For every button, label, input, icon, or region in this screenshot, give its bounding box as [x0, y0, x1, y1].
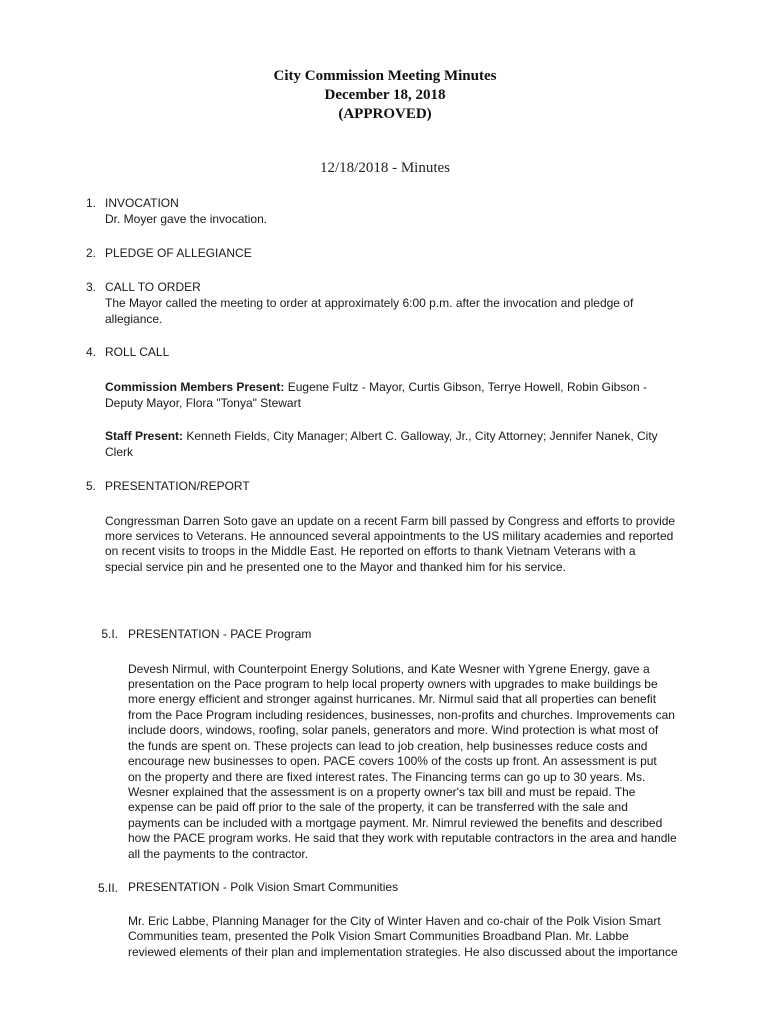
staff-label: Staff Present:	[105, 429, 184, 443]
pace-text: encourage new businesses to open. PACE covers 100% of the costs up front. An assessment is put	[128, 754, 657, 768]
commission-label: Commission Members Present:	[105, 380, 285, 394]
polk-vision-text: Mr. Eric Labbe, Planning Manager for the City of Winter Haven and co-chair of the Polk Vision Smart	[128, 914, 661, 928]
document-title-line1: City Commission Meeting Minutes	[273, 68, 497, 84]
presentation-text: more services to Veterans. He announced several appointments to the US military academies and reported	[105, 529, 674, 543]
item-text: The Mayor called the meeting to order at approximately 6:00 p.m. after the invocation and pledge of	[105, 296, 634, 310]
item-number: 2.	[85, 246, 96, 260]
sub-item-number: 5.II.	[97, 881, 118, 895]
pace-text: Wesner explained that the assessment is on a property owner's tax bill and must be repaid. The	[128, 785, 636, 799]
polk-vision-text: reviewed elements of their plan and implementation strategies. He also discussed about the importance	[128, 945, 678, 959]
item-number: 3.	[85, 280, 96, 294]
item-text: allegiance.	[105, 312, 163, 326]
pace-text: Devesh Nirmul, with Counterpoint Energy Solutions, and Kate Wesner with Ygrene Energy, gave a	[128, 662, 650, 676]
polk-vision-text: Communities team, presented the Polk Vision Smart Communities Broadband Plan. Mr. Labbe	[128, 929, 629, 943]
presentation-text: special service pin and he presented one to the Mayor and thanked him for his service.	[105, 560, 566, 574]
staff-present	[105, 428, 690, 444]
commission-members: Eugene Fultz - Mayor, Curtis Gibson, Terrye Howell, Robin Gibson -	[284, 380, 647, 394]
item-heading-pledge: PLEDGE OF ALLEGIANCE	[105, 246, 252, 260]
item-heading-invocation: INVOCATION	[105, 196, 179, 210]
sub-item-number: 5.I.	[101, 627, 118, 641]
item-number: 4.	[85, 345, 96, 359]
pace-text: include doors, windows, roofing, solar panels, generators and more. Wind protection is what most of	[128, 723, 659, 737]
pace-text: the funds are spent on. These projects can lead to job creation, help businesses reduce costs and	[128, 739, 648, 753]
document-title-status: (APPROVED)	[338, 106, 432, 122]
document-title-date: December 18, 2018	[324, 87, 446, 103]
pace-text: from the Pace Program including residences, businesses, non-profits and churches. Improvements can	[128, 708, 675, 722]
pace-text: on the property and there are fixed interest rates. The Financing terms can go up to 30 years. Ms.	[128, 770, 646, 784]
sub-item-heading-pace: PRESENTATION - PACE Program	[128, 627, 312, 641]
presentation-text: Congressman Darren Soto gave an update on a recent Farm bill passed by Congress and efforts to provide	[105, 514, 676, 528]
commission-members-cont: Deputy Mayor, Flora "Tonya" Stewart	[105, 396, 301, 410]
pace-text: more energy efficient and stronger against hurricanes. Mr. Nirmul said that all properties can benefit	[128, 692, 657, 706]
presentation-text: on recent visits to troops in the Middle East. He reported on efforts to thank Vietnam Veterans with a	[105, 544, 636, 558]
staff-members-cont: Clerk	[105, 445, 134, 459]
item-number: 5.	[85, 479, 96, 493]
item-heading-roll-call: ROLL CALL	[105, 345, 170, 359]
commission-members-present	[105, 379, 690, 395]
pace-text: presentation on the Pace program to help local property owners with upgrades to make buildings be	[128, 677, 658, 691]
document-subtitle: 12/18/2018 - Minutes	[320, 160, 450, 176]
pace-text: how the PACE program works. He said that they work with reputable contractors in the area and handle	[128, 831, 677, 845]
pace-text: expense can be paid off prior to the sale of the property, it can be transferred with the sale and	[128, 800, 628, 814]
sub-item-heading-polk-vision: PRESENTATION - Polk Vision Smart Communities	[128, 880, 399, 894]
item-heading-call-to-order: CALL TO ORDER	[105, 280, 201, 294]
item-heading-presentation-report: PRESENTATION/REPORT	[105, 479, 250, 493]
pace-text: payments can be included with a mortgage payment. Mr. Nimrul reviewed the benefits and described	[128, 816, 663, 830]
pace-text: all the payments to the contractor.	[128, 847, 309, 861]
item-number: 1.	[85, 196, 96, 210]
staff-members: Kenneth Fields, City Manager; Albert C. Galloway, Jr., City Attorney; Jennifer Nanek, City	[183, 429, 658, 443]
item-text: Dr. Moyer gave the invocation.	[105, 212, 268, 226]
